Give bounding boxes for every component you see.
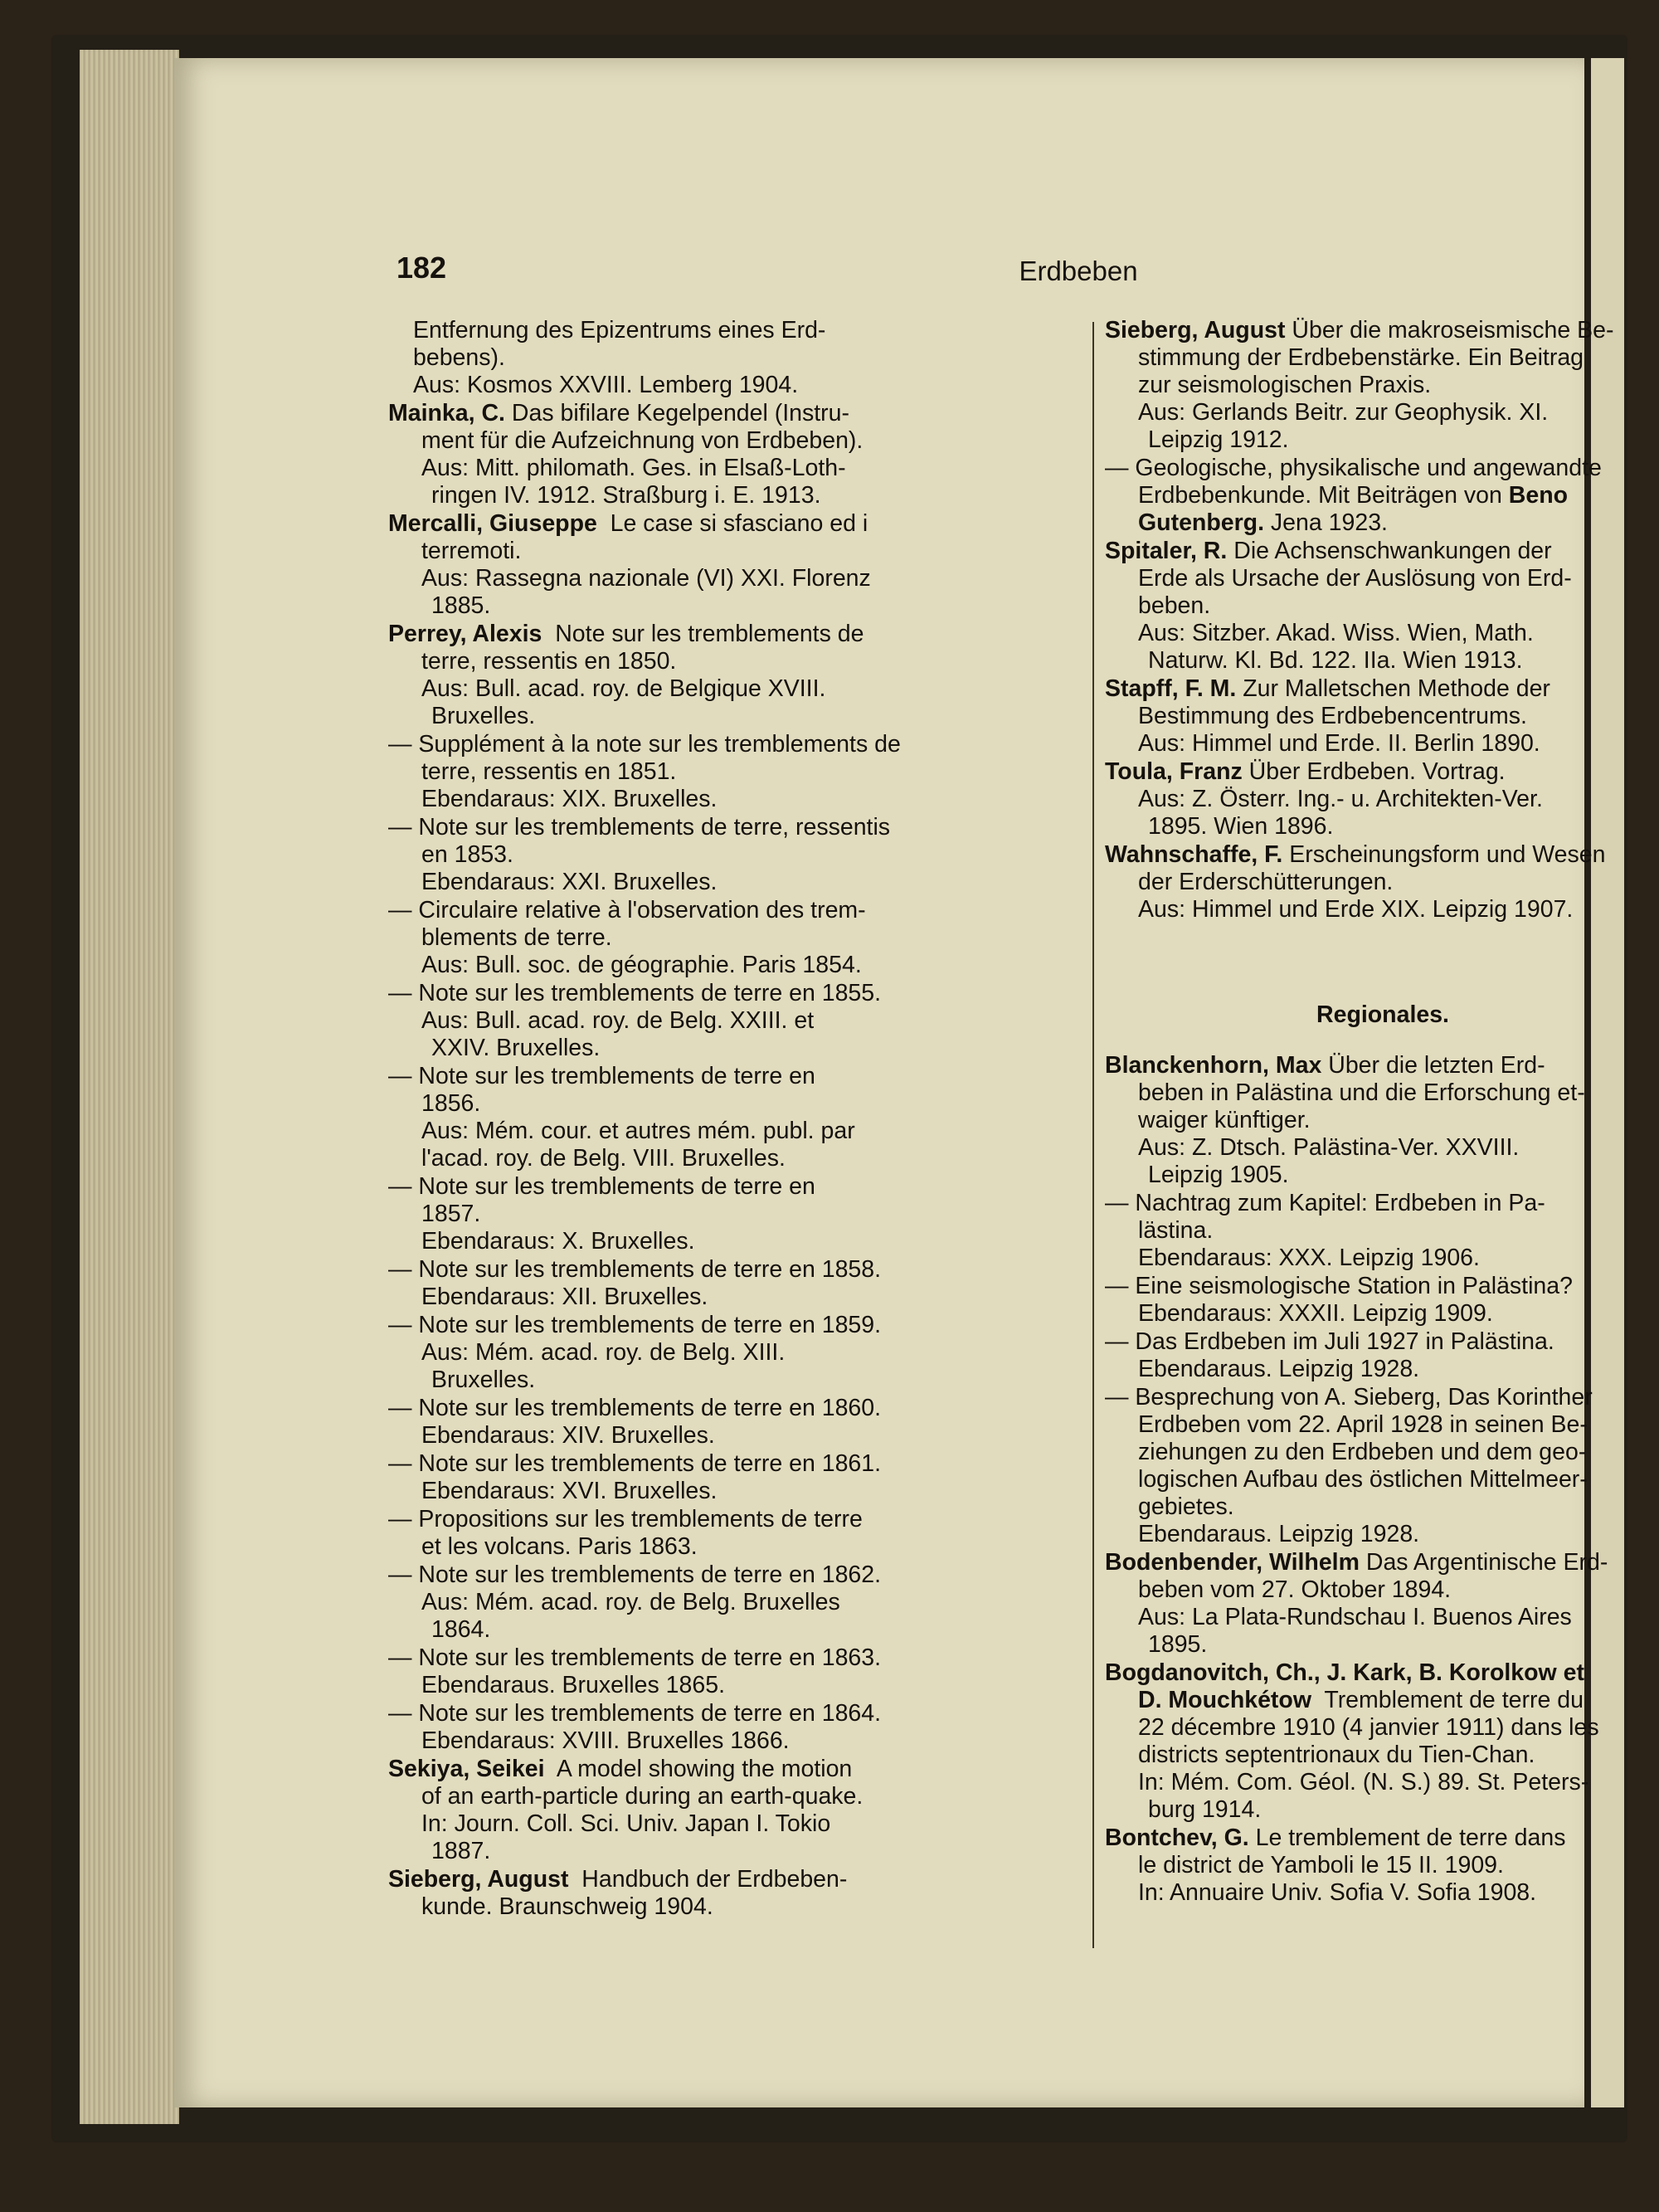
entry-line <box>1105 1714 1636 1742</box>
entry-line <box>1105 317 1636 344</box>
entry-line <box>1105 1769 1636 1796</box>
entry-text: Aus: Z. Österr. Ing.- u. Architekten-Ver. <box>1138 786 1543 812</box>
bibliography-entry <box>1105 538 1636 675</box>
entry-text: 1885. <box>431 592 491 619</box>
entry-line <box>1105 1852 1636 1879</box>
entry-line <box>1105 1245 1636 1272</box>
entry-author: Mainka, C. <box>388 400 505 426</box>
entry-text: — Propositions sur les tremblements de terre <box>388 1506 863 1532</box>
entry-line <box>1105 786 1636 813</box>
entry-line <box>1105 1411 1636 1439</box>
entry-line <box>388 675 1081 703</box>
entry-text: en 1853. <box>421 841 513 868</box>
entry-line <box>388 592 1081 620</box>
entry-line <box>388 317 1081 344</box>
entry-line <box>1105 1659 1636 1687</box>
entry-line <box>1105 1466 1636 1493</box>
bibliography-entry <box>388 1700 1081 1755</box>
entry-text: Ebendaraus: XXI. Bruxelles. <box>421 869 718 895</box>
entry-line <box>388 1562 1081 1589</box>
entry-line <box>1105 455 1636 482</box>
entry-text: Ebendaraus: XII. Bruxelles. <box>421 1284 708 1310</box>
entry-text: Note sur les tremblements de <box>542 621 864 647</box>
entry-line <box>1105 1190 1636 1217</box>
bibliography-entry <box>388 980 1081 1062</box>
entry-line <box>1105 1134 1636 1162</box>
entry-line <box>1105 1079 1636 1107</box>
entry-line <box>1105 482 1636 509</box>
entry-text: — Circulaire relative à l'observation des trem- <box>388 897 866 923</box>
entry-line <box>388 510 1081 538</box>
entry-line <box>1105 1796 1636 1824</box>
entry-text: Ebendaraus: XIV. Bruxelles. <box>421 1422 715 1449</box>
entry-text: of an earth-particle during an earth-quake. <box>421 1783 864 1810</box>
entry-text: blements de terre. <box>421 924 612 951</box>
entry-line <box>388 1090 1081 1118</box>
entry-line <box>388 455 1081 482</box>
entry-text: Leipzig 1912. <box>1148 426 1289 453</box>
entry-author: Sieberg, August <box>1105 317 1286 343</box>
bibliography-entry <box>388 510 1081 620</box>
running-title: Erdbeben <box>1019 256 1138 286</box>
entry-text: Naturw. Kl. Bd. 122. IIa. Wien 1913. <box>1148 647 1523 674</box>
bibliography-entry <box>388 1312 1081 1394</box>
entry-line <box>1105 869 1636 896</box>
entry-text: Aus: Rassegna nazionale (VI) XXI. Florenz <box>421 565 871 592</box>
bibliography-entry <box>388 1866 1081 1921</box>
entry-text: Über Erdbeben. Vortrag. <box>1242 758 1506 785</box>
bibliography-entry <box>1105 841 1636 923</box>
entry-text: Aus: Sitzber. Akad. Wiss. Wien, Math. <box>1138 620 1534 646</box>
entry-line <box>388 1866 1081 1893</box>
entry-text: Ebendaraus: XVI. Bruxelles. <box>421 1478 718 1504</box>
bibliography-entry <box>388 400 1081 509</box>
entry-author: Mercalli, Giuseppe <box>388 510 597 537</box>
entry-text: — Note sur les tremblements de terre en 1855. <box>388 980 882 1006</box>
entry-line <box>1105 1356 1636 1383</box>
entry-text: Aus: Bull. acad. roy. de Belg. XXIII. et <box>421 1007 815 1034</box>
page-number: 182 <box>397 251 447 285</box>
entry-line <box>1105 1328 1636 1356</box>
bibliography-entry <box>1105 455 1636 537</box>
entry-line <box>1105 344 1636 372</box>
entry-line <box>388 1395 1081 1422</box>
entry-line <box>1105 1576 1636 1604</box>
entry-text: — Note sur les tremblements de terre en 1858. <box>388 1256 882 1283</box>
entry-text: Ebendaraus: XXXII. Leipzig 1909. <box>1138 1300 1493 1327</box>
entry-line <box>1105 896 1636 923</box>
entry-line <box>388 1727 1081 1755</box>
entry-text: beben vom 27. Oktober 1894. <box>1138 1576 1452 1603</box>
entry-line <box>1105 841 1636 869</box>
entry-text: ment für die Aufzeichnung von Erdbeben). <box>421 427 864 454</box>
bibliography-entry <box>388 897 1081 979</box>
bibliography-entry <box>388 1450 1081 1505</box>
bibliography-entry <box>1105 1549 1636 1659</box>
entry-line <box>1105 372 1636 399</box>
entry-text: Ebendaraus. Leipzig 1928. <box>1138 1521 1420 1547</box>
entry-text: Aus: Kosmos XXVIII. Lemberg 1904. <box>413 372 799 398</box>
entry-text: Entfernung des Epizentrums eines Erd- <box>413 317 826 343</box>
entry-text: — Besprechung von A. Sieberg, Das Korinther <box>1105 1384 1593 1411</box>
entry-line <box>388 400 1081 427</box>
entry-line <box>1105 647 1636 675</box>
entry-text: lästina. <box>1138 1217 1214 1244</box>
entry-text: Das Argentinische Erd- <box>1359 1549 1608 1576</box>
bibliography-entry <box>388 1256 1081 1311</box>
entry-text: Ebendaraus: X. Bruxelles. <box>421 1228 695 1255</box>
entry-text: Aus: Mém. acad. roy. de Belg. Bruxelles <box>421 1589 840 1615</box>
entry-text: Zur Malletschen Methode der <box>1236 675 1550 702</box>
entry-line <box>388 648 1081 675</box>
entry-text: 1856. <box>421 1090 481 1117</box>
entry-line <box>1105 1687 1636 1714</box>
entry-line <box>388 1478 1081 1505</box>
entry-line <box>388 1756 1081 1783</box>
bibliography-entry <box>388 621 1081 730</box>
entry-text: zur seismologischen Praxis. <box>1138 372 1432 398</box>
entry-author: Blanckenhorn, Max <box>1105 1052 1322 1079</box>
entry-text: der Erderschütterungen. <box>1138 869 1394 895</box>
bibliography-entry <box>1105 317 1636 454</box>
entry-line <box>388 814 1081 841</box>
entry-text: XXIV. Bruxelles. <box>431 1035 601 1061</box>
entry-line <box>1105 592 1636 620</box>
entry-text: Aus: Bull. soc. de géographie. Paris 1854. <box>421 952 862 978</box>
bibliography-entry <box>1105 675 1636 758</box>
bibliography-entry <box>388 1562 1081 1644</box>
bibliography-entry <box>388 1644 1081 1699</box>
entry-text: — Note sur les tremblements de terre en 1861. <box>388 1450 882 1477</box>
entry-text: beben in Palästina und die Erforschung et- <box>1138 1079 1585 1106</box>
entry-text: beben. <box>1138 592 1211 619</box>
entry-line <box>388 1672 1081 1699</box>
entry-text: 1895. Wien 1896. <box>1148 813 1334 840</box>
entry-text: terremoti. <box>421 538 522 564</box>
entry-text: — Note sur les tremblements de terre en 1859. <box>388 1312 882 1338</box>
entry-line <box>388 786 1081 813</box>
entry-text: Über die letzten Erd- <box>1321 1052 1545 1079</box>
bibliography-entry <box>388 814 1081 896</box>
bibliography-entry <box>388 1756 1081 1865</box>
entry-line <box>1105 1549 1636 1576</box>
entry-text: Ebendaraus. Bruxelles 1865. <box>421 1672 725 1698</box>
entry-line <box>388 1893 1081 1921</box>
entry-text: logischen Aufbau des östlichen Mittelmeer- <box>1138 1466 1588 1493</box>
entry-author: Sekiya, Seikei <box>388 1756 545 1782</box>
entry-text: 1864. <box>431 1616 491 1643</box>
entry-line <box>388 1035 1081 1062</box>
entry-text: Aus: Mém. acad. roy. de Belg. XIII. <box>421 1339 786 1366</box>
entry-line <box>388 980 1081 1007</box>
entry-line <box>1105 1825 1636 1852</box>
entry-line <box>388 1810 1081 1838</box>
entry-text: kunde. Braunschweig 1904. <box>421 1893 713 1920</box>
entry-text: — Geologische, physikalische und angewandte <box>1105 455 1602 481</box>
entry-line <box>388 1339 1081 1367</box>
entry-line <box>1105 1521 1636 1548</box>
entry-line <box>388 1284 1081 1311</box>
running-head <box>174 251 1584 292</box>
bold-name: Gutenberg. <box>1138 509 1265 536</box>
entry-line <box>388 1450 1081 1478</box>
entry-text: ziehungen zu den Erdbeben und dem geo- <box>1138 1439 1587 1465</box>
entry-text: Aus: Himmel und Erde XIX. Leipzig 1907. <box>1138 896 1574 923</box>
entry-text: Aus: Z. Dtsch. Palästina-Ver. XXVIII. <box>1138 1134 1520 1161</box>
column-divider <box>1092 322 1094 1948</box>
entry-line <box>388 621 1081 648</box>
entry-text: Erde als Ursache der Auslösung von Erd- <box>1138 565 1572 592</box>
entry-text: — Note sur les tremblements de terre en 1860. <box>388 1395 882 1421</box>
entry-text: Handbuch der Erdbeben- <box>568 1866 848 1893</box>
entry-line <box>388 538 1081 565</box>
entry-text: et les volcans. Paris 1863. <box>421 1533 698 1560</box>
entry-line <box>1105 1493 1636 1521</box>
entry-line <box>1105 1631 1636 1659</box>
entry-text: — Note sur les tremblements de terre en <box>388 1063 815 1089</box>
entry-text: Aus: Himmel und Erde. II. Berlin 1890. <box>1138 730 1540 757</box>
bibliography-entry <box>388 1395 1081 1449</box>
entry-text: — Note sur les tremblements de terre en 1863. <box>388 1644 882 1671</box>
entry-line <box>388 1256 1081 1284</box>
entry-line <box>388 1228 1081 1255</box>
entry-line <box>388 344 1081 372</box>
entry-line <box>388 897 1081 924</box>
entry-line <box>388 427 1081 455</box>
entry-text: Ebendaraus. Leipzig 1928. <box>1138 1356 1420 1382</box>
entry-line <box>388 565 1081 592</box>
entry-text: — Note sur les tremblements de terre en <box>388 1173 815 1200</box>
entry-line <box>388 1533 1081 1561</box>
entry-line <box>1105 620 1636 647</box>
entry-line <box>388 703 1081 730</box>
entry-text: Aus: Mém. cour. et autres mém. publ. par <box>421 1118 855 1144</box>
entry-text: Aus: Bull. acad. roy. de Belgique XVIII. <box>421 675 826 702</box>
bibliography-entry <box>1105 1659 1636 1824</box>
entry-line <box>1105 1052 1636 1079</box>
entry-line <box>388 1644 1081 1672</box>
entry-line <box>388 952 1081 979</box>
entry-text: Tremblement de terre du <box>1311 1687 1584 1713</box>
entry-line <box>1105 1742 1636 1769</box>
entry-line <box>1105 426 1636 454</box>
entry-author: Spitaler, R. <box>1105 538 1228 564</box>
entry-text: In: Mém. Com. Géol. (N. S.) 89. St. Peters- <box>1138 1769 1589 1795</box>
entry-text: Ebendaraus: XXX. Leipzig 1906. <box>1138 1245 1480 1271</box>
entry-line <box>1105 675 1636 703</box>
bibliography-entry <box>388 1063 1081 1172</box>
entry-line <box>1105 509 1636 537</box>
entry-line <box>1105 1162 1636 1189</box>
entry-text: bebens). <box>413 344 505 371</box>
entry-text: Ebendaraus: XIX. Bruxelles. <box>421 786 718 812</box>
entry-line <box>1105 1879 1636 1907</box>
bibliography-entry <box>1105 1328 1636 1383</box>
entry-text: 1887. <box>431 1838 491 1864</box>
entry-text: Das bifilare Kegelpendel (Instru- <box>504 400 850 426</box>
entry-line <box>388 1118 1081 1145</box>
entry-text: Ebendaraus: XVIII. Bruxelles 1866. <box>421 1727 790 1754</box>
entry-line <box>388 924 1081 952</box>
entry-line <box>388 1589 1081 1616</box>
entry-text: Aus: Gerlands Beitr. zur Geophysik. XI. <box>1138 399 1549 426</box>
entry-line <box>1105 538 1636 565</box>
entry-line <box>388 1506 1081 1533</box>
bibliography-entry <box>1105 1384 1636 1548</box>
entry-author: Bogdanovitch, Ch., J. Kark, B. Korolkow et <box>1105 1659 1584 1686</box>
entry-text: — Eine seismologische Station in Palästina? <box>1105 1273 1573 1299</box>
entry-text: 22 décembre 1910 (4 janvier 1911) dans les <box>1138 1714 1599 1741</box>
right-column <box>1105 317 1636 1907</box>
entry-text: Über die makroseismische Be- <box>1285 317 1614 343</box>
entry-line <box>388 869 1081 896</box>
entry-line <box>1105 1273 1636 1300</box>
entry-line <box>1105 813 1636 840</box>
entry-author: Sieberg, August <box>388 1866 569 1893</box>
entry-author: Toula, Franz <box>1105 758 1243 785</box>
entry-text: — Supplément à la note sur les tremblements de <box>388 731 901 758</box>
entry-line <box>388 372 1081 399</box>
bibliography-entry <box>1105 1190 1636 1272</box>
entry-line <box>1105 730 1636 758</box>
entry-line <box>1105 1384 1636 1411</box>
entry-line <box>388 1063 1081 1090</box>
entry-line <box>1105 703 1636 730</box>
entry-line <box>388 841 1081 869</box>
entry-line <box>388 1145 1081 1172</box>
bibliography-entry <box>1105 1825 1636 1907</box>
entry-text: Erscheinungsform und Wesen <box>1282 841 1606 868</box>
entry-text: In: Annuaire Univ. Sofia V. Sofia 1908. <box>1138 1879 1537 1906</box>
bibliography-entry <box>388 1506 1081 1561</box>
entry-line <box>388 758 1081 786</box>
entry-text: waiger künftiger. <box>1138 1107 1311 1133</box>
entry-author: Bontchev, G. <box>1105 1825 1249 1851</box>
entry-line <box>388 1312 1081 1339</box>
entry-author: Perrey, Alexis <box>388 621 542 647</box>
entry-text: — Note sur les tremblements de terre, ressentis <box>388 814 891 840</box>
entry-text: stimmung der Erdbebenstärke. Ein Beitrag <box>1138 344 1584 371</box>
entry-text: terre, ressentis en 1850. <box>421 648 677 675</box>
entry-text: — Nachtrag zum Kapitel: Erdbeben in Pa- <box>1105 1190 1545 1216</box>
entry-text: Bruxelles. <box>431 1367 536 1393</box>
entry-line <box>388 1783 1081 1810</box>
entry-text: Aus: Mitt. philomath. Ges. in Elsaß-Loth- <box>421 455 846 481</box>
bold-name: Beno <box>1508 482 1569 509</box>
entry-text: Erdbebenkunde. Mit Beiträgen von <box>1138 482 1509 509</box>
bibliography-entry <box>388 1173 1081 1255</box>
entry-line <box>388 1700 1081 1727</box>
entry-line <box>1105 565 1636 592</box>
entry-text: Bestimmung des Erdbebencentrums. <box>1138 703 1527 729</box>
entry-line <box>1105 758 1636 786</box>
entry-line <box>388 1616 1081 1644</box>
entry-text: ringen IV. 1912. Straßburg i. E. 1913. <box>431 482 821 509</box>
entry-text: Die Achsenschwankungen der <box>1227 538 1552 564</box>
entry-author: Bodenbender, Wilhelm <box>1105 1549 1360 1576</box>
entry-line <box>388 1838 1081 1865</box>
entry-text: l'acad. roy. de Belg. VIII. Bruxelles. <box>421 1145 786 1172</box>
bibliography-entry <box>1105 1052 1636 1189</box>
entry-text: — Das Erdbeben im Juli 1927 in Palästina. <box>1105 1328 1554 1355</box>
bibliography-entry <box>388 317 1081 399</box>
entry-text: Leipzig 1905. <box>1148 1162 1289 1188</box>
page-stack-edge <box>80 50 179 2124</box>
bibliography-entry <box>388 731 1081 813</box>
bibliography-entry <box>1105 758 1636 840</box>
entry-line <box>1105 1439 1636 1466</box>
entry-line <box>1105 1107 1636 1134</box>
bibliography-entry <box>1105 1273 1636 1328</box>
entry-text: gebietes. <box>1138 1493 1234 1520</box>
entry-text: Le tremblement de terre dans <box>1248 1825 1566 1851</box>
entry-line <box>388 1201 1081 1228</box>
entry-text: terre, ressentis en 1851. <box>421 758 677 785</box>
entry-author: Wahnschaffe, F. <box>1105 841 1283 868</box>
entry-line <box>388 1422 1081 1449</box>
entry-text: A model showing the motion <box>544 1756 853 1782</box>
entry-text: — Note sur les tremblements de terre en 1862. <box>388 1562 882 1588</box>
entry-text: burg 1914. <box>1148 1796 1262 1823</box>
left-column <box>388 317 1081 1922</box>
entry-text: districts septentrionaux du Tien-Chan. <box>1138 1742 1535 1768</box>
entry-line <box>1105 1300 1636 1328</box>
entry-line <box>388 1007 1081 1035</box>
entry-line <box>388 731 1081 758</box>
entry-text: le district de Yamboli le 15 II. 1909. <box>1138 1852 1504 1878</box>
entry-text: Jena 1923. <box>1264 509 1388 536</box>
entry-text: In: Journ. Coll. Sci. Univ. Japan I. Tokio <box>421 1810 831 1837</box>
entry-line <box>1105 1217 1636 1245</box>
section-heading: Regionales. <box>1316 1001 1449 1028</box>
entry-line <box>1105 399 1636 426</box>
entry-text: Aus: La Plata-Rundschau I. Buenos Aires <box>1138 1604 1572 1630</box>
entry-line <box>388 1173 1081 1201</box>
entry-text: Le case si sfasciano ed i <box>596 510 868 537</box>
entry-text: Erdbeben vom 22. April 1928 in seinen Be- <box>1138 1411 1588 1438</box>
bold-name: D. Mouchkétow <box>1138 1687 1312 1713</box>
entry-line <box>388 1367 1081 1394</box>
entry-text: 1857. <box>421 1201 481 1227</box>
entry-line <box>1105 1604 1636 1631</box>
entry-text: — Note sur les tremblements de terre en 1864. <box>388 1700 882 1727</box>
entry-line <box>388 482 1081 509</box>
entry-text: 1895. <box>1148 1631 1208 1658</box>
book-page <box>174 58 1614 2107</box>
entry-text: Bruxelles. <box>431 703 536 729</box>
entry-author: Stapff, F. M. <box>1105 675 1237 702</box>
